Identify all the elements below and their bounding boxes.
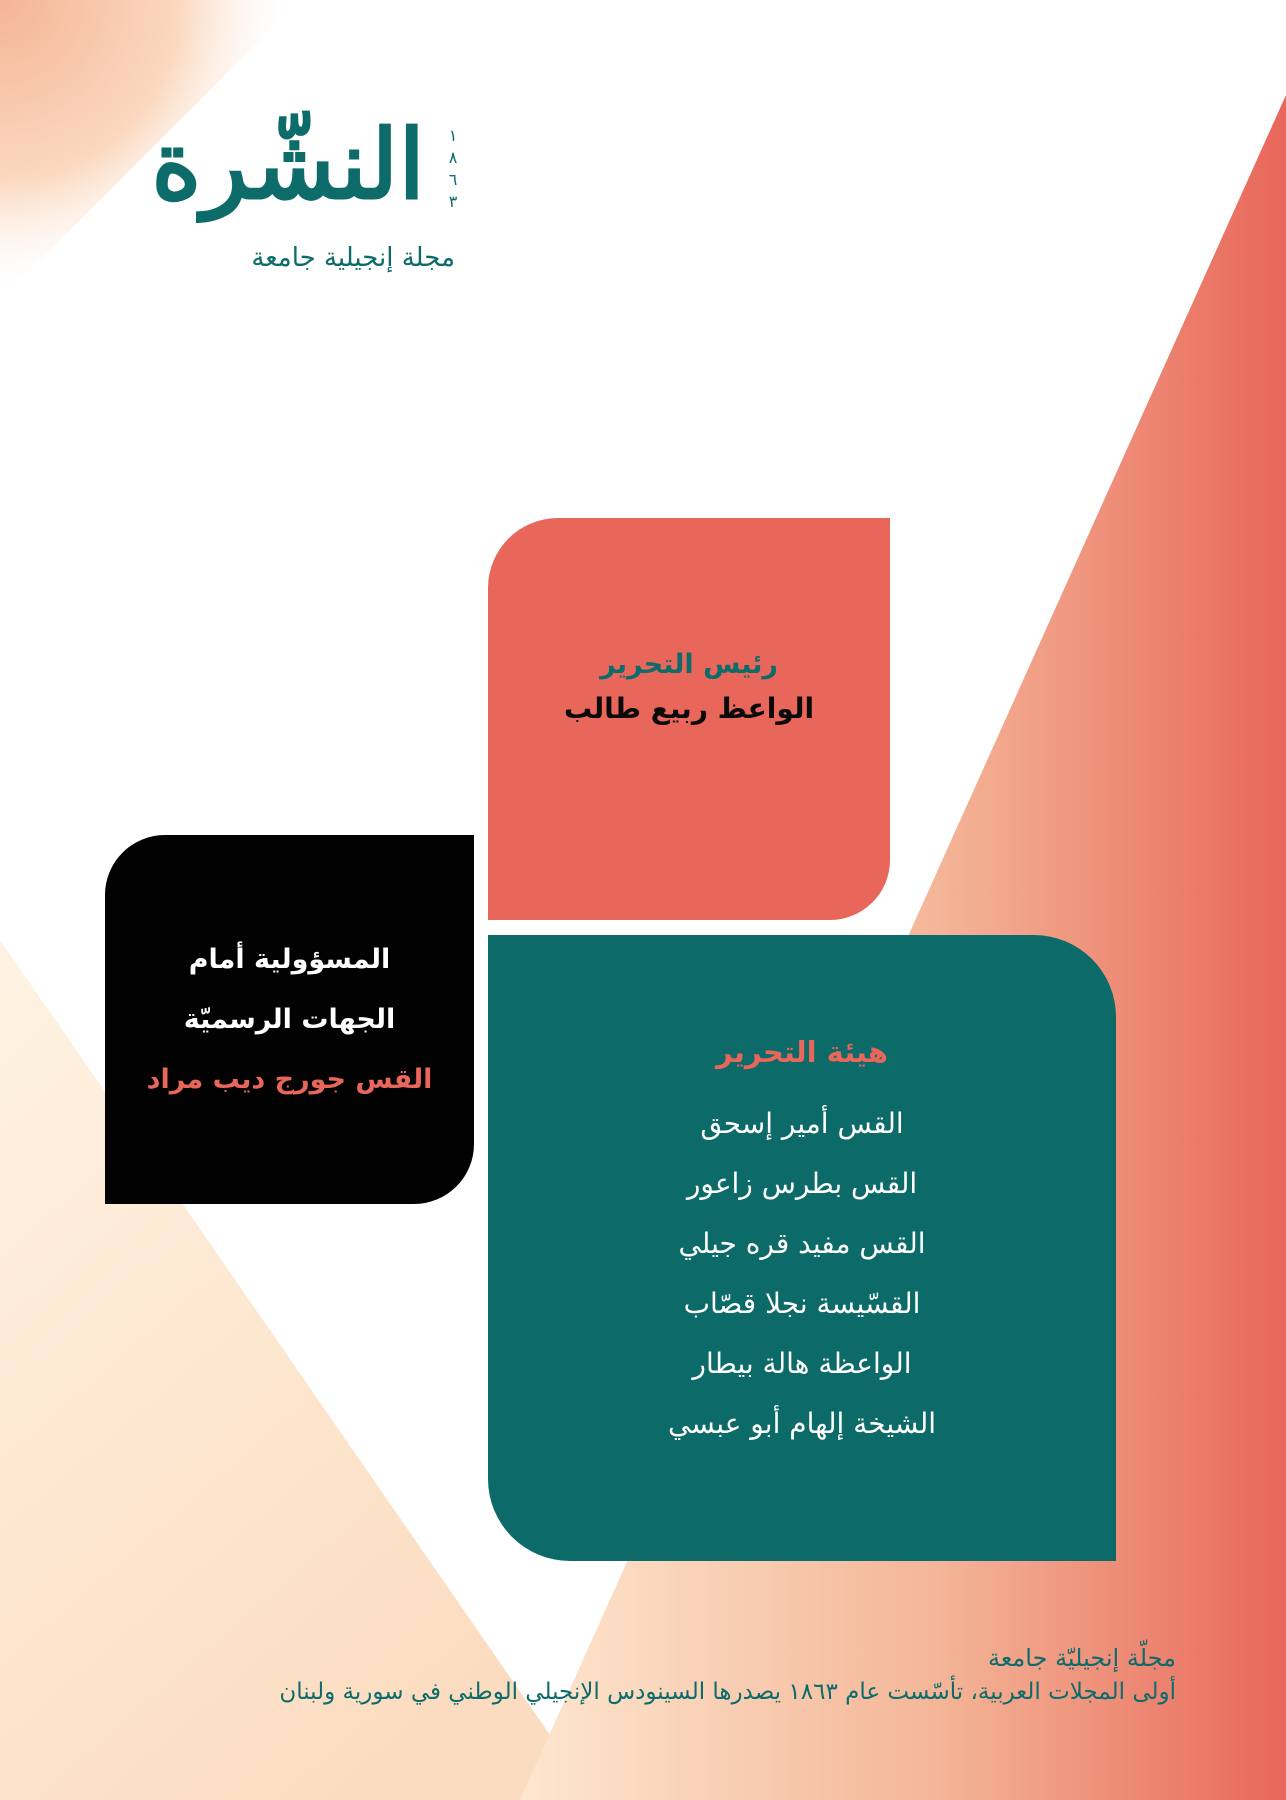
logo-year-digit: ٨ bbox=[448, 148, 458, 167]
footer-tagline: مجلّة إنجيليّة جامعة bbox=[987, 1644, 1176, 1672]
official-responsibility-name: القس جورج ديب مراد bbox=[146, 1063, 433, 1095]
magazine-logo bbox=[135, 85, 465, 285]
logo-year bbox=[441, 125, 465, 213]
chief-editor-title: رئيس التحرير bbox=[600, 649, 778, 680]
editorial-board-member: القس بطرس زاعور bbox=[686, 1167, 918, 1200]
editorial-board-member: القسّيسة نجلا قصّاب bbox=[683, 1287, 921, 1320]
chief-editor-name: الواعظ ربيع طالب bbox=[563, 692, 815, 725]
official-responsibility-line: الجهات الرسميّة bbox=[183, 1003, 396, 1035]
logo-year-digit: ١ bbox=[448, 126, 458, 145]
footer bbox=[76, 1641, 1176, 1709]
official-responsibility-box bbox=[105, 835, 474, 1204]
editorial-board-member: القس مفيد قره جيلي bbox=[678, 1227, 926, 1260]
footer-description: أولى المجلات العربية، تأسّست عام ١٨٦٣ يصدرها السينودس الإنجيلي الوطني في سورية ولبنان bbox=[279, 1679, 1176, 1705]
editorial-board-member: الواعظة هالة بيطار bbox=[692, 1347, 912, 1380]
chief-editor-box bbox=[488, 518, 890, 920]
logo-subtitle: مجلة إنجيلية جامعة bbox=[251, 243, 455, 273]
logo-year-digit: ٦ bbox=[448, 170, 458, 189]
logo-year-digit: ٣ bbox=[448, 192, 458, 211]
official-responsibility-line: المسؤولية أمام bbox=[188, 943, 391, 975]
editorial-board-title: هيئة التحرير bbox=[716, 1035, 889, 1069]
editorial-board-box bbox=[488, 935, 1116, 1561]
editorial-board-member: القس أمير إسحق bbox=[700, 1107, 904, 1140]
logo-title: النشّرة bbox=[151, 108, 425, 221]
editorial-board-member: الشيخة إلهام أبو عبسي bbox=[667, 1407, 937, 1440]
